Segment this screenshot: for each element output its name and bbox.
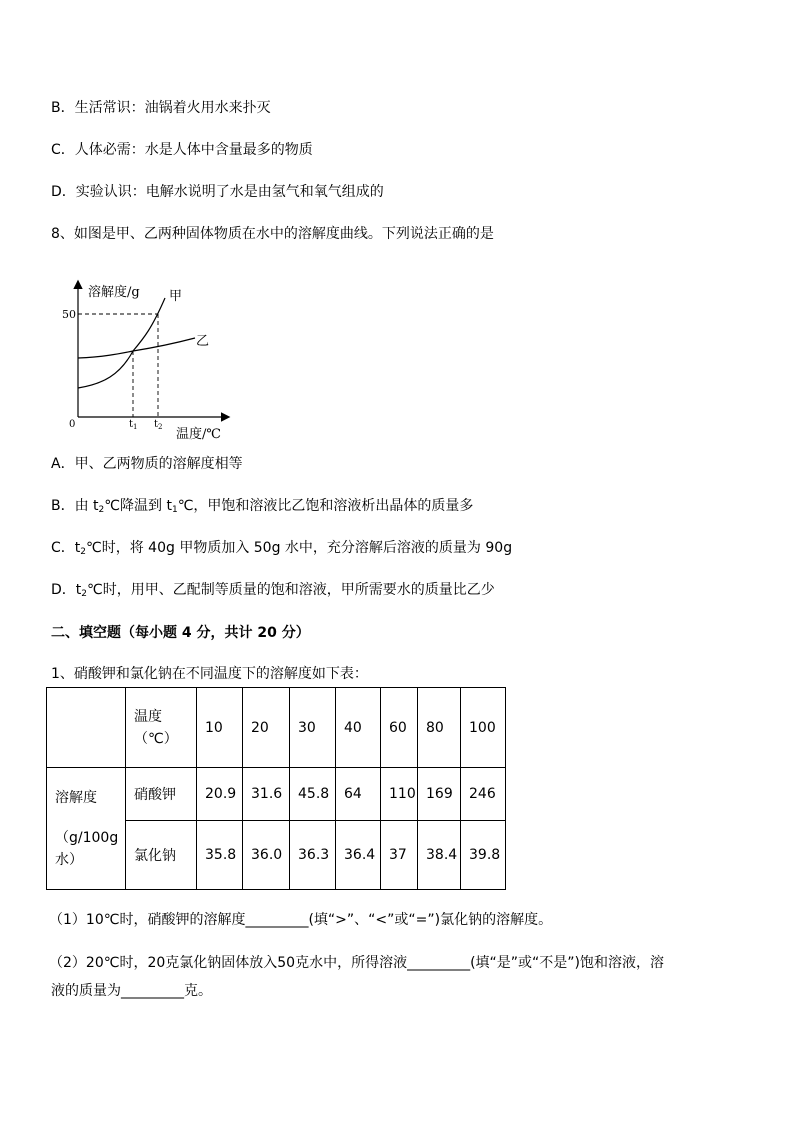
x-mark-t1: $t_1$ <box>129 419 138 431</box>
table-cell: 64 <box>336 768 381 821</box>
option-d-prev: D．实验认识：电解水说明了水是由氢气和氧气组成的 <box>51 184 384 200</box>
table-row-label-solubility: 溶解度 （g/100g 水） <box>47 768 126 890</box>
table-header-row <box>47 688 506 768</box>
section-2-title: 二、填空题（每小题 4 分，共计 20 分） <box>51 625 310 641</box>
fill-question-1-2-line2: 液的质量为_________克。 <box>51 983 212 999</box>
option-a: A．甲、乙两物质的溶解度相等 <box>51 456 243 472</box>
table-cell: 36.4 <box>336 821 381 890</box>
table-cell: 45.8 <box>290 768 336 821</box>
y-tick-50: 50 <box>62 308 76 321</box>
option-b: B．由 $t_2℃$降温到 $t_1℃$，甲饱和溶液比乙饱和溶液析出晶体的质量多 <box>51 498 474 515</box>
table-cell-kno3-name: 硝酸钾 <box>126 768 197 821</box>
table-cell: 39.8 <box>461 821 506 890</box>
table-cell: 35.8 <box>197 821 243 890</box>
question-8-stem: 8、如图是甲、乙两种固体物质在水中的溶解度曲线。下列说法正确的是 <box>51 226 494 242</box>
table-cell-nacl-name: 氯化钠 <box>126 821 197 890</box>
option-b-prev: B．生活常识：油锅着火用水来扑灭 <box>51 100 271 116</box>
table-corner-cell <box>47 688 126 768</box>
table-cell: 20 <box>243 688 290 768</box>
origin-label: 0 <box>69 419 76 430</box>
fill-question-1-stem: 1、硝酸钾和氯化钠在不同温度下的溶解度如下表： <box>51 666 368 682</box>
table-temp-header: 温度 （℃） <box>126 688 197 768</box>
x-axis-label: 温度/℃ <box>176 427 221 442</box>
series-yi-label: 乙 <box>196 334 210 349</box>
table-cell: 36.3 <box>290 821 336 890</box>
table-cell: 37 <box>381 821 418 890</box>
series-jia-label: 甲 <box>169 289 183 304</box>
table-row-kno3 <box>47 768 506 821</box>
table-cell: 38.4 <box>418 821 461 890</box>
series-jia-curve <box>78 298 165 388</box>
table-cell: 31.6 <box>243 768 290 821</box>
x-mark-t2: $t_2$ <box>154 419 163 431</box>
table-cell: 60 <box>381 688 418 768</box>
fill-question-1-1: （1）10℃时，硝酸钾的溶解度_________(填“>”、“<”或“=”)氯化钠的溶解度。 <box>49 912 553 928</box>
table-cell: 246 <box>461 768 506 821</box>
table-cell: 40 <box>336 688 381 768</box>
table-cell: 169 <box>418 768 461 821</box>
option-c-prev: C．人体必需：水是人体中含量最多的物质 <box>51 142 313 158</box>
solubility-table <box>46 687 506 890</box>
table-cell: 10 <box>197 688 243 768</box>
option-d: D．$t_2℃$时，用甲、乙配制等质量的饱和溶液，甲所需要水的质量比乙少 <box>51 582 495 599</box>
solubility-curve-chart <box>58 270 248 450</box>
option-c: C．$t_2℃$时，将 40g 甲物质加入 50g 水中，充分溶解后溶液的质量为 90g <box>51 540 513 557</box>
table-cell: 36.0 <box>243 821 290 890</box>
series-yi-curve <box>78 338 195 358</box>
y-axis-label: 溶解度/g <box>88 285 140 300</box>
table-cell: 110 <box>381 768 418 821</box>
table-cell: 20.9 <box>197 768 243 821</box>
table-cell: 100 <box>461 688 506 768</box>
table-cell: 80 <box>418 688 461 768</box>
table-cell: 30 <box>290 688 336 768</box>
fill-question-1-2-line1: （2）20℃时，20克氯化钠固体放入50克水中，所得溶液_________(填“是”或“不是”)饱和溶液，溶 <box>49 955 665 971</box>
